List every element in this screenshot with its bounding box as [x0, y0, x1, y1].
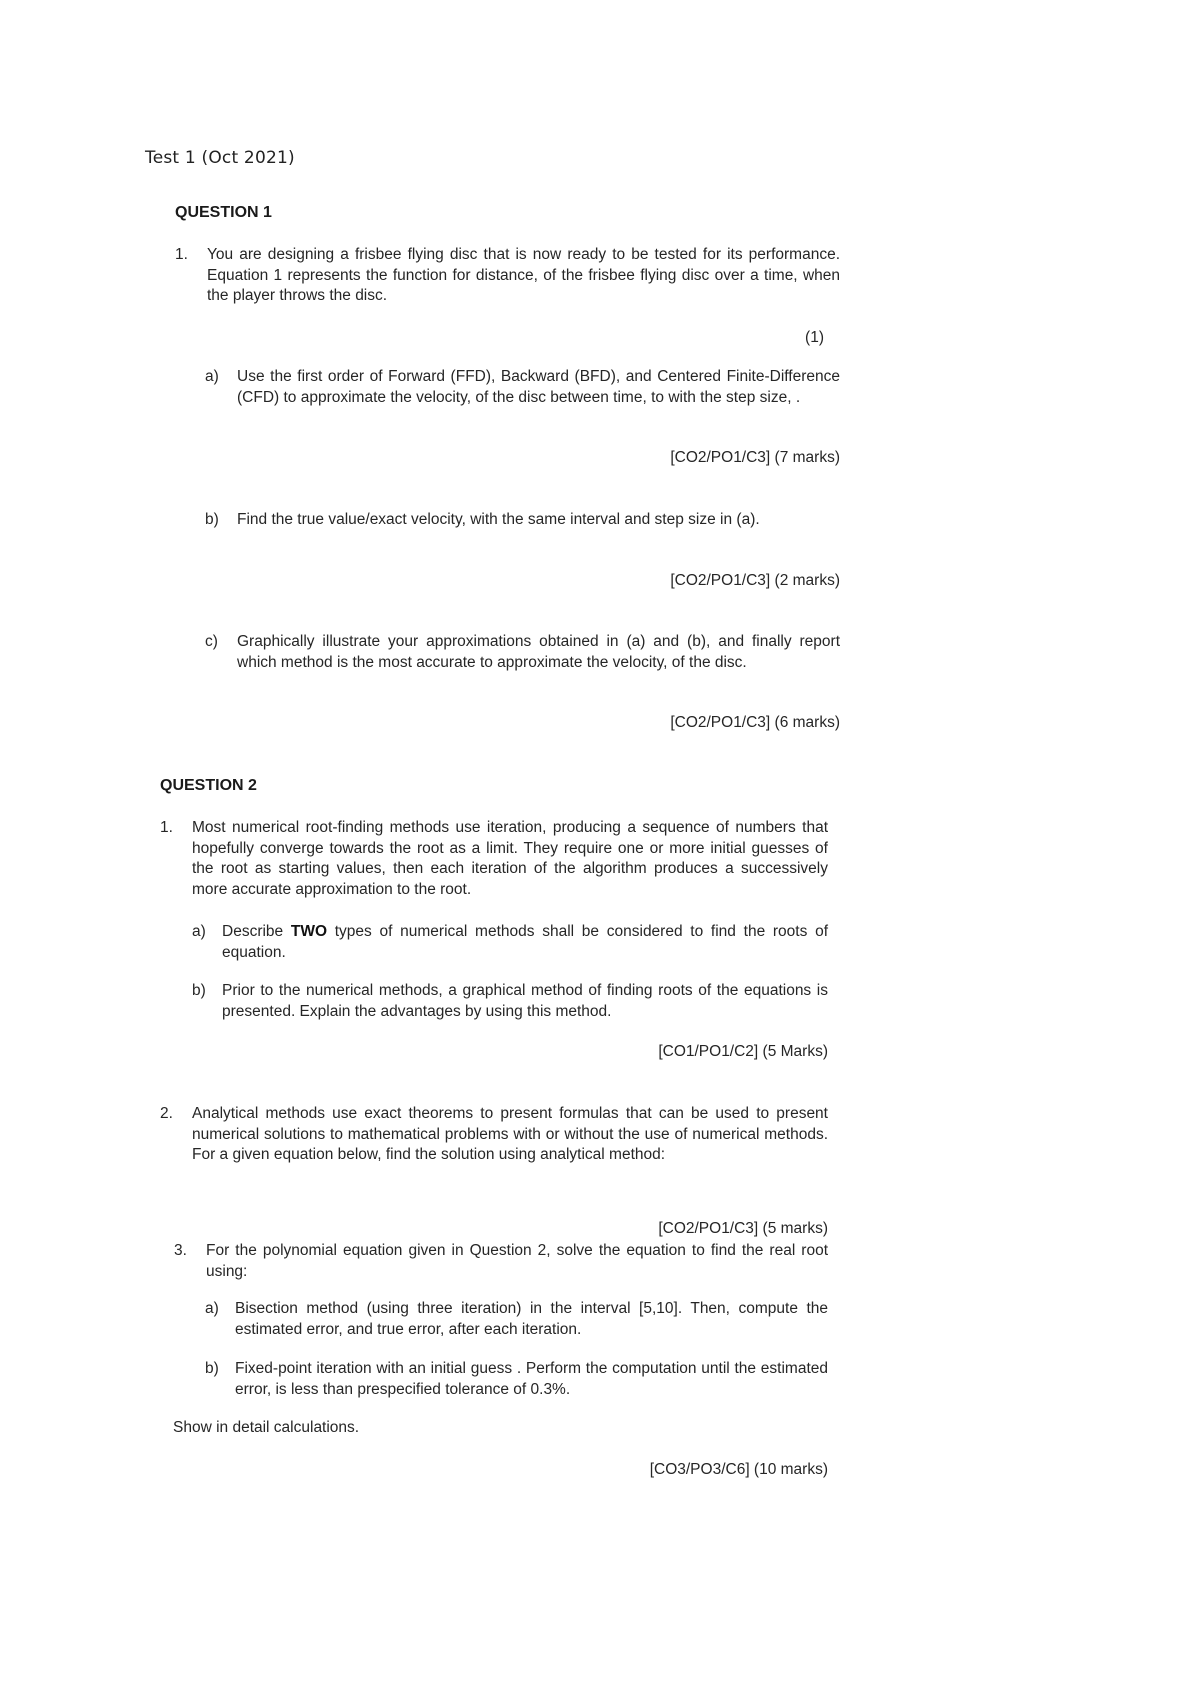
question-2-item-1-text: Most numerical root-finding methods use iteration, producing a sequence of numbers that hopefully converge towards the root as a limit. They require one or more initial guesses of the root as starting values, then each iteration of the algorithm produces a successively more accurate approximation to the root.	[192, 819, 828, 898]
part-label: a)	[192, 923, 206, 940]
question-2-item-2-marks: [CO2/PO1/C3] (5 marks)	[658, 1220, 828, 1237]
question-2-item-3-marks: [CO3/PO3/C6] (10 marks)	[649, 1461, 828, 1478]
part-label: b)	[192, 982, 206, 999]
question-2-heading: QUESTION 2	[160, 777, 257, 794]
item-number: 1.	[160, 819, 173, 836]
item-number: 2.	[160, 1105, 173, 1122]
question-1-part-a-marks: [CO2/PO1/C3] (7 marks)	[670, 449, 840, 466]
item-number: 3.	[174, 1242, 187, 1259]
question-2-item-3-part-b-text: Fixed-point iteration with an initial guess . Perform the computation until the estimated error, is less than prespecified tolerance of 0.3%.	[235, 1360, 828, 1398]
question-1-intro-text: You are designing a frisbee flying disc that is now ready to be tested for its performance. Equation 1 represents the function for distance, of the frisbee flying disc over a time, when the player throws the disc.	[207, 246, 840, 304]
part-label: b)	[205, 511, 219, 528]
part-label: c)	[205, 633, 218, 650]
text-fragment: types of numerical methods shall be considered to find the roots of equation.	[222, 923, 828, 961]
part-label: a)	[205, 368, 219, 385]
question-2-item-3-text: For the polynomial equation given in Question 2, solve the equation to find the real root using:	[206, 1242, 828, 1280]
emphasis-two: TWO	[290, 923, 328, 940]
question-2-item-3-part-a	[205, 1299, 828, 1340]
part-label: a)	[205, 1300, 219, 1317]
question-2-item-3-part-b	[205, 1359, 828, 1400]
question-2-item-1-part-a	[192, 922, 828, 963]
question-2-item-1-part-b	[192, 981, 828, 1022]
item-number: 1.	[175, 246, 188, 263]
question-1-part-a	[205, 367, 840, 408]
question-1-item-1	[175, 245, 840, 307]
question-1-part-b	[205, 510, 840, 531]
page-title: Test 1 (Oct 2021)	[145, 148, 295, 168]
question-2-item-2-text: Analytical methods use exact theorems to present formulas that can be used to present numerical solutions to mathematical problems with or without the use of numerical methods. For a given equation below, find the solution using analytical method:	[192, 1105, 828, 1163]
part-label: b)	[205, 1360, 219, 1377]
question-1-part-c-marks: [CO2/PO1/C3] (6 marks)	[670, 714, 840, 731]
question-1-part-a-text: Use the first order of Forward (FFD), Backward (BFD), and Centered Finite-Difference (CFD) to approximate the velocity, of the disc between time, to with the step size, .	[237, 368, 840, 406]
question-1-part-c	[205, 632, 840, 673]
show-detail-note: Show in detail calculations.	[173, 1419, 360, 1436]
equation-1-label: (1)	[805, 329, 824, 346]
question-1-part-b-text: Find the true value/exact velocity, with the same interval and step size in (a).	[237, 511, 760, 528]
question-2-item-2	[160, 1104, 828, 1166]
question-2-item-1-marks: [CO1/PO1/C2] (5 Marks)	[658, 1043, 828, 1060]
question-2-item-3	[174, 1241, 828, 1282]
question-1-part-c-text: Graphically illustrate your approximations obtained in (a) and (b), and finally report which method is the most accurate to approximate the velocity, of the disc.	[237, 633, 840, 671]
text-fragment: Describe	[222, 923, 291, 940]
question-2-item-3-part-a-text: Bisection method (using three iteration) in the interval [5,10]. Then, compute the estimated error, and true error, after each iteration.	[235, 1300, 828, 1338]
question-1-part-b-marks: [CO2/PO1/C3] (2 marks)	[670, 572, 840, 589]
question-2-item-1-part-b-text: Prior to the numerical methods, a graphical method of finding roots of the equations is presented. Explain the advantages by using this method.	[222, 982, 828, 1020]
question-1-heading: QUESTION 1	[175, 204, 272, 221]
question-2-item-1	[160, 818, 828, 900]
question-2-item-1-part-a-text	[222, 922, 828, 963]
